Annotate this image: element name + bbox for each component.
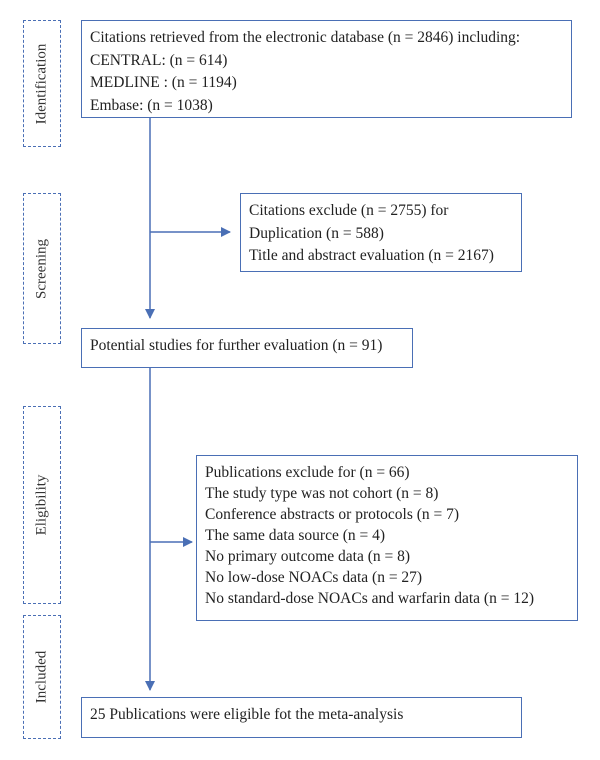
box-line: The same data source (n = 4)	[205, 527, 386, 544]
records-retrieved-box	[81, 20, 572, 118]
box-line: Potential studies for further evaluation (n = 91)	[90, 337, 383, 354]
box-line: No primary outcome data (n = 8)	[205, 548, 411, 565]
box-line: Title and abstract evaluation (n = 2167)	[249, 247, 494, 264]
box-line: CENTRAL: (n = 614)	[90, 51, 228, 69]
box-line: Embase: (n = 1038)	[90, 96, 213, 114]
box-line: No low-dose NOACs data (n = 27)	[205, 569, 423, 586]
potential-studies-box	[81, 328, 413, 368]
included-studies-box	[81, 697, 522, 738]
stage-included-label: Included	[33, 650, 50, 704]
screening-exclusions-box	[240, 193, 522, 272]
stage-eligibility-label: Eligibility	[33, 474, 50, 536]
stage-screening-label: Screening	[33, 238, 50, 299]
box-line: Citations exclude (n = 2755) for	[249, 202, 449, 219]
box-line: Publications exclude for (n = 66)	[205, 464, 410, 481]
box-line: The study type was not cohort (n = 8)	[205, 485, 439, 502]
box-line: No standard-dose NOACs and warfarin data (n = 12)	[205, 590, 534, 607]
eligibility-exclusions-box	[196, 455, 578, 621]
box-line: Citations retrieved from the electronic database (n = 2846) including:	[90, 29, 521, 46]
box-line: Duplication (n = 588)	[249, 224, 384, 242]
box-line: 25 Publications were eligible fot the meta-analysis	[90, 706, 404, 723]
box-line: MEDLINE : (n = 1194)	[90, 74, 237, 91]
box-line: Conference abstracts or protocols (n = 7)	[205, 506, 460, 523]
stage-identification-label: Identification	[33, 43, 50, 124]
